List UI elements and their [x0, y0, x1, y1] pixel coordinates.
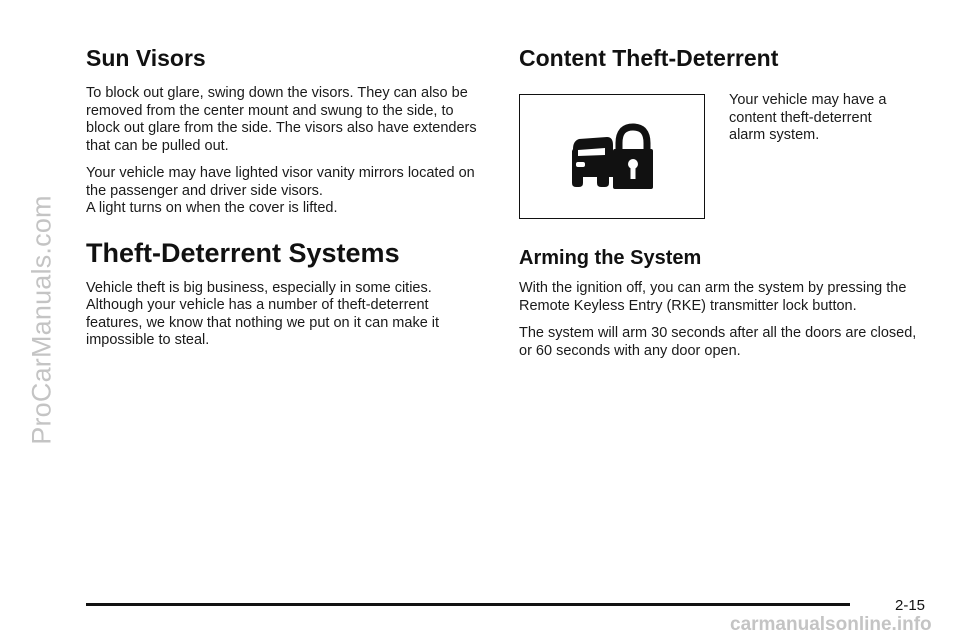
watermark-text: ProCarManuals.com [26, 195, 57, 445]
figure-frame [519, 94, 705, 219]
content-theft-heading: Content Theft-Deterrent [519, 45, 779, 71]
content-theft-figure-text: Your vehicle may have a content theft-deterrent alarm system. [729, 92, 887, 143]
content-theft-section [519, 44, 919, 234]
sun-visors-paragraph-1: To block out glare, swing down the visors. They can also be removed from the center mount and swung to the side, to block out glare from the side. The visors also have extenders that can be pulled out. [86, 85, 477, 154]
footer-rule [86, 603, 850, 606]
sun-visors-paragraph-2-line-2: A light turns on when the cover is lifted. [86, 200, 338, 216]
sun-visors-heading: Sun Visors [86, 45, 206, 71]
right-column [519, 44, 919, 360]
sun-visors-paragraph-2: Your vehicle may have lighted visor vanity mirrors located on the passenger and driver side visors. [86, 165, 475, 199]
arming-heading: Arming the System [519, 247, 702, 269]
footer-site-watermark: carmanualsonline.info [730, 614, 932, 635]
vehicle-security-lock-icon [567, 121, 657, 193]
theft-deterrent-paragraph: Vehicle theft is big business, especially in some cities. Although your vehicle has a number of theft-deterrent features, we know that nothing we put on it can make it impossible to steal. [86, 279, 440, 348]
sun-visors-section [86, 44, 486, 218]
arming-section [519, 246, 919, 360]
theft-deterrent-heading: Theft-Deterrent Systems [86, 237, 400, 268]
arming-paragraph-2: The system will arm 30 seconds after all the doors are closed, or 60 seconds with any door open. [519, 325, 917, 359]
left-column [86, 44, 486, 350]
content-theft-figure-row [519, 94, 919, 234]
page-number: 2-15 [895, 597, 926, 614]
theft-deterrent-section [86, 237, 486, 350]
arming-paragraph-1: With the ignition off, you can arm the system by pressing the Remote Keyless Entry (RKE) transmitter lock button. [519, 280, 907, 314]
